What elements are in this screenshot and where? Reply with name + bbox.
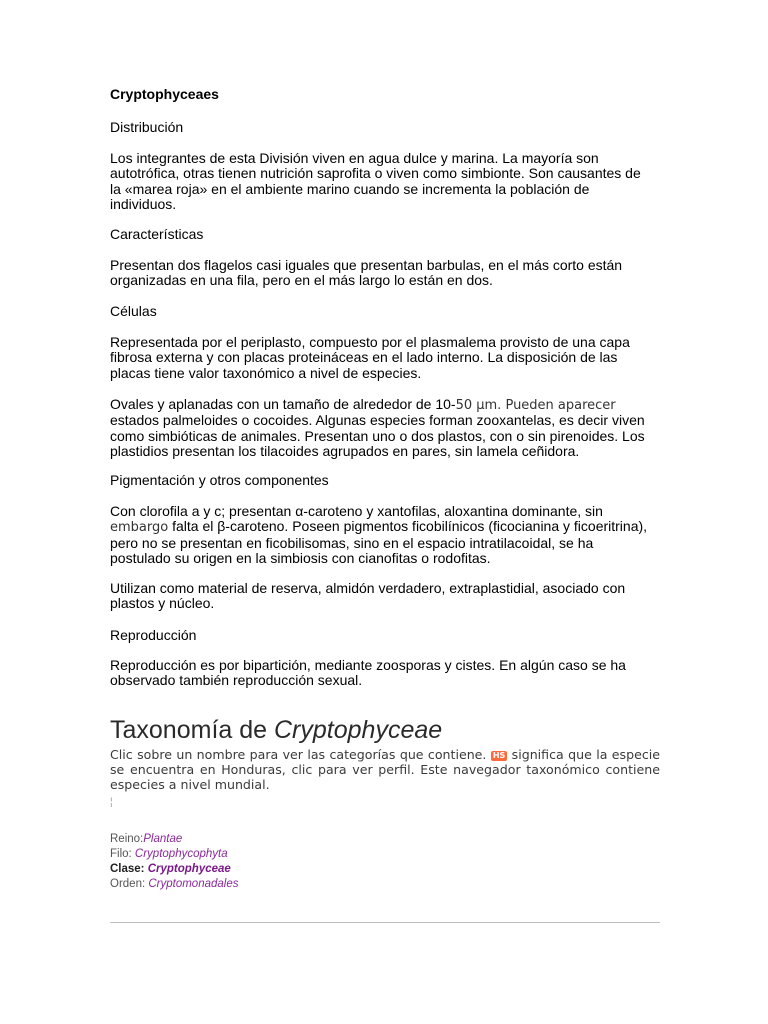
taxonomy-heading: [110, 716, 442, 745]
paragraph-ovales-part-c: estados palmeloides o cocoides. Algunas especies forman zooxantelas, es decir viven como simbióticas de animales. Presentan uno o dos plastos, con o sin pirenoides. Los plastidios presentan los tilacoides agrupados en pares, sin lamela ceñidora.: [110, 412, 645, 459]
taxonomy-heading-taxon: Cryptophyceae: [274, 716, 443, 744]
rank-label: Orden:: [110, 878, 149, 890]
section-heading-pigmentacion: Pigmentación y otros componentes: [110, 472, 329, 488]
taxonomy-rank-reino: [110, 832, 239, 847]
taxonomy-rank-clase: [110, 862, 239, 877]
honduras-species-badge-icon: HS: [492, 751, 506, 760]
taxonomy-desc-before: Clic sobre un nombre para ver las categorías que contiene.: [110, 747, 491, 762]
rank-link-cryptomonadales[interactable]: Cryptomonadales: [148, 878, 239, 890]
section-heading-celulas: Células: [110, 303, 157, 319]
paragraph-ovales-part-a: Ovales y aplanadas con un tamaño de alrededor de 10-: [110, 396, 456, 412]
taxonomy-rank-orden: [110, 877, 239, 892]
taxonomy-desc-after: significa que la especie se encuentra en Honduras, clic para ver perfil. Este navegador taxonómico contiene especies a nivel mundial.: [110, 747, 660, 793]
rank-label: Reino:: [110, 833, 144, 845]
taxonomy-rank-filo: [110, 847, 239, 862]
rank-link-cryptophyceae[interactable]: Cryptophyceae: [147, 863, 231, 875]
section-heading-distribucion: Distribución: [110, 119, 184, 135]
paragraph-pigmentacion-part-b: embargo: [110, 520, 169, 536]
document-title: Cryptophyceaes: [110, 86, 219, 102]
paragraph-reserva: Utilizan como material de reserva, almidón verdadero, extraplastidial, asociado con plastos y núcleo.: [110, 580, 626, 612]
broken-image-marker: ¦: [110, 797, 113, 808]
taxonomy-description: [110, 747, 660, 793]
rank-label: Filo:: [110, 848, 135, 860]
paragraph-periplasto: Representada por el periplasto, compuesto por el plasmalema provisto de una capa fibrosa externa y con placas proteináceas en el lado interno. La disposición de las placas tiene valor taxonómico a nivel de especies.: [110, 334, 630, 381]
taxonomy-breadcrumb: [110, 832, 239, 892]
paragraph-caracteristicas: Presentan dos flagelos casi iguales que presentan barbulas, en el más corto están organizadas en una fila, pero en el más largo lo están en dos.: [110, 257, 623, 289]
taxonomy-heading-prefix: Taxonomía de: [110, 716, 274, 744]
paragraph-reproduccion: Reproducción es por bipartición, mediante zoosporas y cistes. En algún caso se ha observado también reproducción sexual.: [110, 657, 626, 689]
paragraph-distribucion: Los integrantes de esta División viven en agua dulce y marina. La mayoría son autotrófica, otras tienen nutrición saprofita o viven como simbionte. Son causantes de la «marea roja» en el ambiente marino cuando se incrementa la población de individuos.: [110, 150, 641, 212]
section-heading-reproduccion: Reproducción: [110, 627, 197, 643]
footer-divider: [110, 922, 660, 923]
paragraph-ovales-part-b: 50 µm. Pueden aparecer: [455, 398, 616, 413]
paragraph-pigmentacion-part-c: falta el β-caroteno. Poseen pigmentos ficobilínicos (ficocianina y ficoeritrina), pero no se presentan en ficobilisomas, sino en el espacio intratilacoidal, se ha postulado su origen en la simbiosis con cianofitas o rodofitas.: [110, 518, 648, 566]
paragraph-ovales: [110, 397, 655, 459]
rank-link-cryptophycophyta[interactable]: Cryptophycophyta: [134, 848, 228, 860]
section-heading-caracteristicas: Características: [110, 226, 204, 242]
rank-label: Clase:: [110, 863, 148, 875]
paragraph-pigmentacion-part-a: Con clorofila a y c; presentan α-caroteno y xantofilas, aloxantina dominante, sin: [110, 503, 603, 519]
rank-link-plantae[interactable]: Plantae: [143, 833, 183, 845]
paragraph-pigmentacion: [110, 504, 655, 566]
